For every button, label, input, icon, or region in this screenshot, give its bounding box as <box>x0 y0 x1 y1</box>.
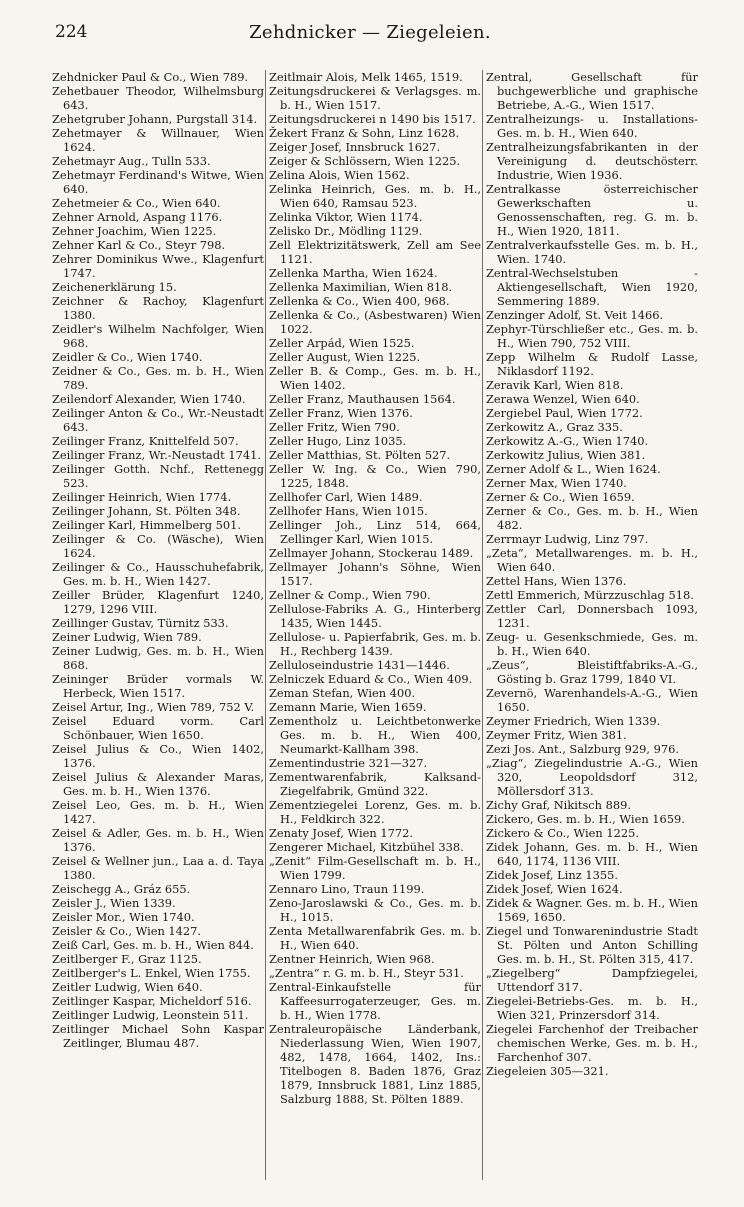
directory-entry: Zenta Metallwarenfabrik Ges. m. b. H., Wien 640. <box>269 924 481 952</box>
directory-entry: Zeillinger Gustav, Türnitz 533. <box>52 616 229 630</box>
directory-entry: Zeilendorf Alexander, Wien 1740. <box>52 392 246 406</box>
directory-entry: Zeller W. Ing. & Co., Wien 790, 1225, 1848. <box>269 462 481 490</box>
directory-entry: Zeilinger & Co., Hausschuhefabrik, Ges. m. b. H., Wien 1427. <box>52 560 264 588</box>
directory-entry: Zeiner Ludwig, Ges. m. b. H., Wien 868. <box>52 644 264 672</box>
directory-entry: Zeiner Ludwig, Wien 789. <box>52 630 202 644</box>
directory-entry: Zeug- u. Gesenkschmiede, Ges. m. b. H., Wien 640. <box>486 630 698 658</box>
directory-entry: Zellmayer Johann, Stockerau 1489. <box>269 546 474 560</box>
directory-entry: Zeisel Leo, Ges. m. b. H., Wien 1427. <box>52 798 264 826</box>
directory-entry: „Ziag“, Ziegelindustrie A.-G., Wien 320, Leopoldsdorf 312, Möllersdorf 313. <box>486 756 698 798</box>
directory-entry: Zeller Hugo, Linz 1035. <box>269 434 407 448</box>
directory-entry: Zeisel Eduard vorm. Carl Schönbauer, Wien 1650. <box>52 714 264 742</box>
directory-entry: Zelinka Heinrich, Ges. m. b. H., Wien 640, Ramsau 523. <box>269 182 481 210</box>
directory-entry: Zementindustrie 321—327. <box>269 756 428 770</box>
directory-entry: Zerkowitz Julius, Wien 381. <box>486 448 646 462</box>
directory-entry: Zehetmayr Ferdinand's Witwe, Wien 640. <box>52 168 264 196</box>
page-header <box>55 22 685 52</box>
column-divider <box>482 70 483 1180</box>
directory-entry: Zeller Franz, Mauthausen 1564. <box>269 392 456 406</box>
directory-entry: Zell Elektrizitätswerk, Zell am See 1121. <box>269 238 481 266</box>
directory-entry: Zentral-Wechselstuben - Aktiengesellschaft, Wien 1920, Semmering 1889. <box>486 266 698 308</box>
directory-entry: Zentner Heinrich, Wien 968. <box>269 952 435 966</box>
directory-entry: Zementholz u. Leichtbetonwerke Ges. m. b. H., Wien 400, Neumarkt-Kallham 398. <box>269 714 481 756</box>
directory-column-3 <box>486 70 698 1188</box>
running-title: Zehdnicker — Ziegeleien. <box>249 22 491 43</box>
directory-entry: Zehetmayer & Willnauer, Wien 1624. <box>52 126 264 154</box>
directory-entry: Zenaty Josef, Wien 1772. <box>269 826 413 840</box>
directory-entry: Zenzinger Adolf, St. Veit 1466. <box>486 308 664 322</box>
directory-entry: Zentral, Gesellschaft für buchgewerbliche und graphische Betriebe, A.-G., Wien 1517. <box>486 70 698 112</box>
directory-entry: Zellenka & Co., Wien 400, 968. <box>269 294 450 308</box>
directory-entry: Zeisler & Co., Wien 1427. <box>52 924 202 938</box>
directory-entry: Zeller Arpád, Wien 1525. <box>269 336 415 350</box>
directory-entry: Zidek Josef, Wien 1624. <box>486 882 623 896</box>
directory-entry: Zidek & Wagner. Ges. m. b. H., Wien 1569, 1650. <box>486 896 698 924</box>
directory-entry: Zeller Fritz, Wien 790. <box>269 420 400 434</box>
directory-entry: Zeymer Fritz, Wien 381. <box>486 728 627 742</box>
directory-entry: „Zentra“ r. G. m. b. H., Steyr 531. <box>269 966 464 980</box>
directory-entry: Zeitlberger F., Graz 1125. <box>52 952 202 966</box>
page-number: 224 <box>55 22 88 42</box>
directory-entry: Zennaro Lino, Traun 1199. <box>269 882 425 896</box>
directory-entry: Zelisko Dr., Mödling 1129. <box>269 224 423 238</box>
directory-entry: Zeilinger & Co. (Wäsche), Wien 1624. <box>52 532 264 560</box>
directory-entry: Zeitungsdruckerei & Verlagsges. m. b. H., Wien 1517. <box>269 84 481 112</box>
directory-entry: Zeidler & Co., Wien 1740. <box>52 350 203 364</box>
directory-entry: Zellinger Joh., Linz 514, 664, Zellinger Karl, Wien 1015. <box>269 518 481 546</box>
directory-entry: Ziegelei Farchenhof der Treibacher chemischen Werke, Ges. m. b. H., Farchenhof 307. <box>486 1022 698 1064</box>
directory-entry: Zellenka & Co., (Asbestwaren) Wien 1022. <box>269 308 481 336</box>
directory-entry: Zellulose- u. Papierfabrik, Ges. m. b. H., Rechberg 1439. <box>269 630 481 658</box>
directory-entry: Zergiebel Paul, Wien 1772. <box>486 406 643 420</box>
directory-entry: Zeilinger Anton & Co., Wr.-Neustadt 643. <box>52 406 264 434</box>
directory-entry: Zepp Wilhelm & Rudolf Lasse, Niklasdorf 1192. <box>486 350 698 378</box>
directory-entry: Zephyr-Türschließer etc., Ges. m. b. H., Wien 790, 752 VIII. <box>486 322 698 350</box>
directory-entry: Zehetbauer Theodor, Wilhelmsburg 643. <box>52 84 264 112</box>
directory-entry: Zichy Graf, Nikitsch 889. <box>486 798 631 812</box>
directory-entry: Zentralheizungsfabrikanten in der Vereinigung d. deutschösterr. Industrie, Wien 1936. <box>486 140 698 182</box>
directory-entry: Zeitlinger Michael Sohn Kaspar Zeitlinger, Blumau 487. <box>52 1022 264 1050</box>
directory-entry: Zeichenerklärung 15. <box>52 280 177 294</box>
directory-entry: Zeilinger Johann, St. Pölten 348. <box>52 504 241 518</box>
directory-entry: Zehner Karl & Co., Steyr 798. <box>52 238 226 252</box>
directory-entry: Zeidner & Co., Ges. m. b. H., Wien 789. <box>52 364 264 392</box>
directory-entry: Zeisel & Wellner jun., Laa a. d. Taya 1380. <box>52 854 264 882</box>
directory-entry: Zelina Alois, Wien 1562. <box>269 168 410 182</box>
directory-entry: Zeymer Friedrich, Wien 1339. <box>486 714 661 728</box>
directory-entry: Zeller B. & Comp., Ges. m. b. H., Wien 1402. <box>269 364 481 392</box>
directory-entry: Zeiß Carl, Ges. m. b. H., Wien 844. <box>52 938 254 952</box>
directory-entry: Zelinka Viktor, Wien 1174. <box>269 210 423 224</box>
directory-entry: Zementwarenfabrik, Kalksand-Ziegelfabrik, Gmünd 322. <box>269 770 481 798</box>
directory-entry: Zeichner & Rachoy, Klagenfurt 1380. <box>52 294 264 322</box>
directory-entry: Zidek Johann, Ges. m. b. H., Wien 640, 1174, 1136 VIII. <box>486 840 698 868</box>
directory-column-2 <box>269 70 481 1188</box>
directory-entry: Zeininger Brüder vormals W. Herbeck, Wien 1517. <box>52 672 264 700</box>
directory-entry: Zehdnicker Paul & Co., Wien 789. <box>52 70 249 84</box>
directory-entry: Zellner & Comp., Wien 790. <box>269 588 431 602</box>
directory-entry: Zehner Arnold, Aspang 1176. <box>52 210 223 224</box>
directory-entry: Zentralheizungs- u. Installations-Ges. m. b. H., Wien 640. <box>486 112 698 140</box>
directory-entry: Zehetmayr Aug., Tulln 533. <box>52 154 211 168</box>
directory-entry: Zeller Franz, Wien 1376. <box>269 406 413 420</box>
directory-entry: Zerrmayr Ludwig, Linz 797. <box>486 532 649 546</box>
directory-entry: Zickero, Ges. m. b. H., Wien 1659. <box>486 812 685 826</box>
directory-entry: Zellhofer Hans, Wien 1015. <box>269 504 428 518</box>
directory-entry: Zelniczek Eduard & Co., Wien 409. <box>269 672 473 686</box>
directory-entry: Zentralverkaufsstelle Ges. m. b. H., Wien. 1740. <box>486 238 698 266</box>
directory-entry: Zezi Jos. Ant., Salzburg 929, 976. <box>486 742 680 756</box>
directory-entry: Zeisel Julius & Co., Wien 1402, 1376. <box>52 742 264 770</box>
directory-entry: „Zeta“, Metallwarenges. m. b. H., Wien 640. <box>486 546 698 574</box>
directory-entry: Zehrer Dominikus Wwe., Klagenfurt 1747. <box>52 252 264 280</box>
directory-entry: Zidek Josef, Linz 1355. <box>486 868 618 882</box>
directory-entry: Zerner Max, Wien 1740. <box>486 476 627 490</box>
directory-entry: Zeitlberger's L. Enkel, Wien 1755. <box>52 966 251 980</box>
directory-entry: Zerner & Co., Ges. m. b. H., Wien 482. <box>486 504 698 532</box>
directory-entry: Zevernö, Warenhandels-A.-G., Wien 1650. <box>486 686 698 714</box>
directory-entry: „Ziegelberg“ Dampfziegelei, Uttendorf 317. <box>486 966 698 994</box>
directory-entry: Ziegelei-Betriebs-Ges. m. b. H., Wien 321, Prinzersdorf 314. <box>486 994 698 1022</box>
directory-entry: Zeisler J., Wien 1339. <box>52 896 176 910</box>
directory-entry: Zeman Stefan, Wien 400. <box>269 686 416 700</box>
directory-entry: Zelluloseindustrie 1431—1446. <box>269 658 450 672</box>
directory-entry: Zeisler Mor., Wien 1740. <box>52 910 195 924</box>
directory-entry: Zeilinger Franz, Knittelfeld 507. <box>52 434 239 448</box>
directory-entry: Zeller August, Wien 1225. <box>269 350 421 364</box>
directory-entry: Zeravik Karl, Wien 818. <box>486 378 624 392</box>
directory-entry: Zeischegg A., Gráz 655. <box>52 882 191 896</box>
directory-entry: Zeitlinger Ludwig, Leonstein 511. <box>52 1008 249 1022</box>
directory-entry: Zeitungsdruckerei n 1490 bis 1517. <box>269 112 476 126</box>
directory-entry: Žekert Franz & Sohn, Linz 1628. <box>269 126 460 140</box>
directory-entry: Zeitlinger Kaspar, Micheldorf 516. <box>52 994 252 1008</box>
directory-entry: Zerawa Wenzel, Wien 640. <box>486 392 640 406</box>
directory-entry: Zehetgruber Johann, Purgstall 314. <box>52 112 258 126</box>
directory-entry: Zickero & Co., Wien 1225. <box>486 826 639 840</box>
directory-entry: Zeno-Jaroslawski & Co., Ges. m. b. H., 1015. <box>269 896 481 924</box>
directory-column-1 <box>52 70 264 1188</box>
directory-entry: Zettl Emmerich, Mürzzuschlag 518. <box>486 588 694 602</box>
directory-entry: Zellmayer Johann's Söhne, Wien 1517. <box>269 560 481 588</box>
directory-entry: Zeller Matthias, St. Pölten 527. <box>269 448 451 462</box>
directory-entry: Zengerer Michael, Kitzbühel 338. <box>269 840 464 854</box>
directory-entry: Zellulose-Fabriks A. G., Hinterberg 1435, Wien 1445. <box>269 602 481 630</box>
directory-columns <box>52 70 698 1192</box>
directory-entry: Zehner Joachim, Wien 1225. <box>52 224 217 238</box>
directory-entry: Zemann Marie, Wien 1659. <box>269 700 427 714</box>
directory-entry: Zeilinger Gotth. Nchf., Rettenegg 523. <box>52 462 264 490</box>
directory-entry: Zeiller Brüder, Klagenfurt 1240, 1279, 1296 VIII. <box>52 588 264 616</box>
directory-entry: Zerner & Co., Wien 1659. <box>486 490 635 504</box>
directory-entry: Zerner Adolf & L., Wien 1624. <box>486 462 661 476</box>
directory-entry: Zeisel Julius & Alexander Maras, Ges. m. b. H., Wien 1376. <box>52 770 264 798</box>
directory-entry: Ziegeleien 305—321. <box>486 1064 609 1078</box>
directory-entry: Zeitler Ludwig, Wien 640. <box>52 980 203 994</box>
directory-entry: Ziegel und Tonwarenindustrie Stadt St. Pölten und Anton Schilling Ges. m. b. H., St. Pölten 315, 417. <box>486 924 698 966</box>
directory-entry: „Zeus“, Bleistiftfabriks-A.-G., Gösting b. Graz 1799, 1840 VI. <box>486 658 698 686</box>
directory-entry: Zeilinger Heinrich, Wien 1774. <box>52 490 232 504</box>
directory-entry: Zerkowitz A.-G., Wien 1740. <box>486 434 649 448</box>
directory-entry: Zerkowitz A., Graz 335. <box>486 420 623 434</box>
directory-entry: Zeidler's Wilhelm Nachfolger, Wien 968. <box>52 322 264 350</box>
column-divider <box>265 70 266 1180</box>
directory-entry: Zettel Hans, Wien 1376. <box>486 574 627 588</box>
directory-entry: Zehetmeier & Co., Wien 640. <box>52 196 221 210</box>
directory-entry: Zeitlmair Alois, Melk 1465, 1519. <box>269 70 463 84</box>
directory-entry: Zeiger Josef, Innsbruck 1627. <box>269 140 441 154</box>
directory-entry: Zellenka Martha, Wien 1624. <box>269 266 438 280</box>
directory-entry: Zellenka Maximilian, Wien 818. <box>269 280 453 294</box>
directory-entry: Zeisel & Adler, Ges. m. b. H., Wien 1376. <box>52 826 264 854</box>
directory-entry: Zeisel Artur, Ing., Wien 789, 752 V. <box>52 700 255 714</box>
directory-entry: Zentral-Einkaufstelle für Kaffeesurrogaterzeuger, Ges. m. b. H., Wien 1778. <box>269 980 481 1022</box>
directory-entry: Zettler Carl, Donnersbach 1093, 1231. <box>486 602 698 630</box>
directory-entry: Zementziegelei Lorenz, Ges. m. b. H., Feldkirch 322. <box>269 798 481 826</box>
directory-entry: Zeilinger Franz, Wr.-Neustadt 1741. <box>52 448 261 462</box>
directory-entry: Zeilinger Karl, Himmelberg 501. <box>52 518 241 532</box>
directory-entry: Zeiger & Schlössern, Wien 1225. <box>269 154 461 168</box>
directory-entry: Zentraleuropäische Länderbank, Niederlassung Wien, Wien 1907, 482, 1478, 1664, 1402, Ins.: Titelbogen 8. Baden 1876, Graz 1879, Innsbruck 1881, Linz 1885, Salzburg 1888, St. Pölten 1889. <box>269 1022 481 1106</box>
directory-entry: „Zenit“ Film-Gesellschaft m. b. H., Wien 1799. <box>269 854 481 882</box>
directory-entry: Zentralkasse österreichischer Gewerkschaften u. Genossenschaften, reg. G. m. b. H., Wien 1920, 1811. <box>486 182 698 238</box>
directory-entry: Zellhofer Carl, Wien 1489. <box>269 490 423 504</box>
